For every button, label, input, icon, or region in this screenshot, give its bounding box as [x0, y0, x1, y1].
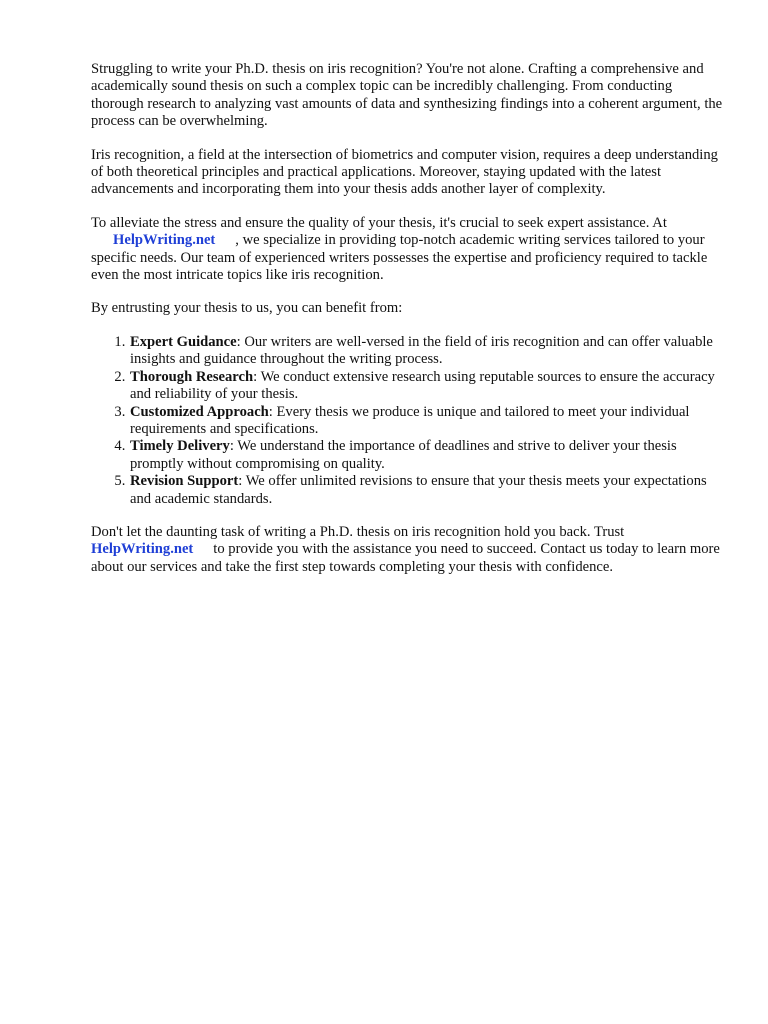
- list-item-thorough-research: [129, 369, 727, 404]
- benefit-title: Expert Guidance: [130, 333, 237, 350]
- benefit-description: : We offer unlimited revisions to ensure that your thesis meets your expectations and academic standards.: [130, 473, 707, 507]
- benefit-title: Thorough Research: [130, 368, 254, 385]
- closing-text-start: Don't let the daunting task of writing a Ph.D. thesis on iris recognition hold you back. Trust: [91, 523, 625, 540]
- entrusting-paragraph: By entrusting your thesis to us, you can benefit from:: [91, 300, 403, 317]
- helpwriting-link[interactable]: HelpWriting.net: [113, 232, 216, 249]
- list-item-customized-approach: [129, 404, 727, 439]
- benefit-description: : Every thesis we produce is unique and tailored to meet your individual requirements and specifications.: [130, 403, 690, 437]
- benefit-description: : Our writers are well-versed in the field of iris recognition and can offer valuable insights and guidance throughout the writing process.: [130, 333, 713, 368]
- alleviate-text-end: , we specialize in providing top-notch academic writing services tailored to your specific needs. Our team of experienced writers possesses the expertise and proficiency required to tackle even the most intricate topics like iris recognition.: [91, 232, 708, 284]
- intro-paragraph: Struggling to write your Ph.D. thesis on iris recognition? You're not alone. Crafting a comprehensive and academically sound thesis on such a complex topic can be incredibly challenging. From conducting thorough research to analyzing vast amounts of data and synthesizing findings into a coherent argument, the process can be overwhelming.: [91, 61, 723, 130]
- document-body: [91, 61, 727, 592]
- benefit-description: : We conduct extensive research using reputable sources to ensure the accuracy and reliability of your thesis.: [130, 368, 715, 403]
- benefit-description: : We understand the importance of deadlines and strive to deliver your thesis promptly without compromising on quality.: [130, 438, 677, 472]
- closing-paragraph: [91, 524, 727, 576]
- closing-text-end: to provide you with the assistance you need to succeed. Contact us today to learn more about our services and take the first step towards completing your thesis with confidence.: [91, 541, 720, 575]
- benefit-title: Timely Delivery: [130, 438, 230, 455]
- helpwriting-link[interactable]: HelpWriting.net: [91, 541, 194, 558]
- list-item-timely-delivery: [129, 438, 727, 473]
- list-item-revision-support: [129, 473, 727, 508]
- benefit-title: Revision Support: [130, 473, 239, 490]
- benefits-list: [91, 334, 727, 508]
- list-item-expert-guidance: [129, 334, 727, 369]
- alleviate-paragraph: [91, 215, 727, 285]
- alleviate-text-start: To alleviate the stress and ensure the quality of your thesis, it's crucial to seek expert assistance. At: [91, 214, 667, 231]
- iris-paragraph: Iris recognition, a field at the intersection of biometrics and computer vision, requires a deep understanding of both theoretical principles and practical applications. Moreover, staying updated with the latest advancements and incorporating them into your thesis adds another layer of complexity.: [91, 146, 718, 198]
- benefit-title: Customized Approach: [130, 403, 269, 420]
